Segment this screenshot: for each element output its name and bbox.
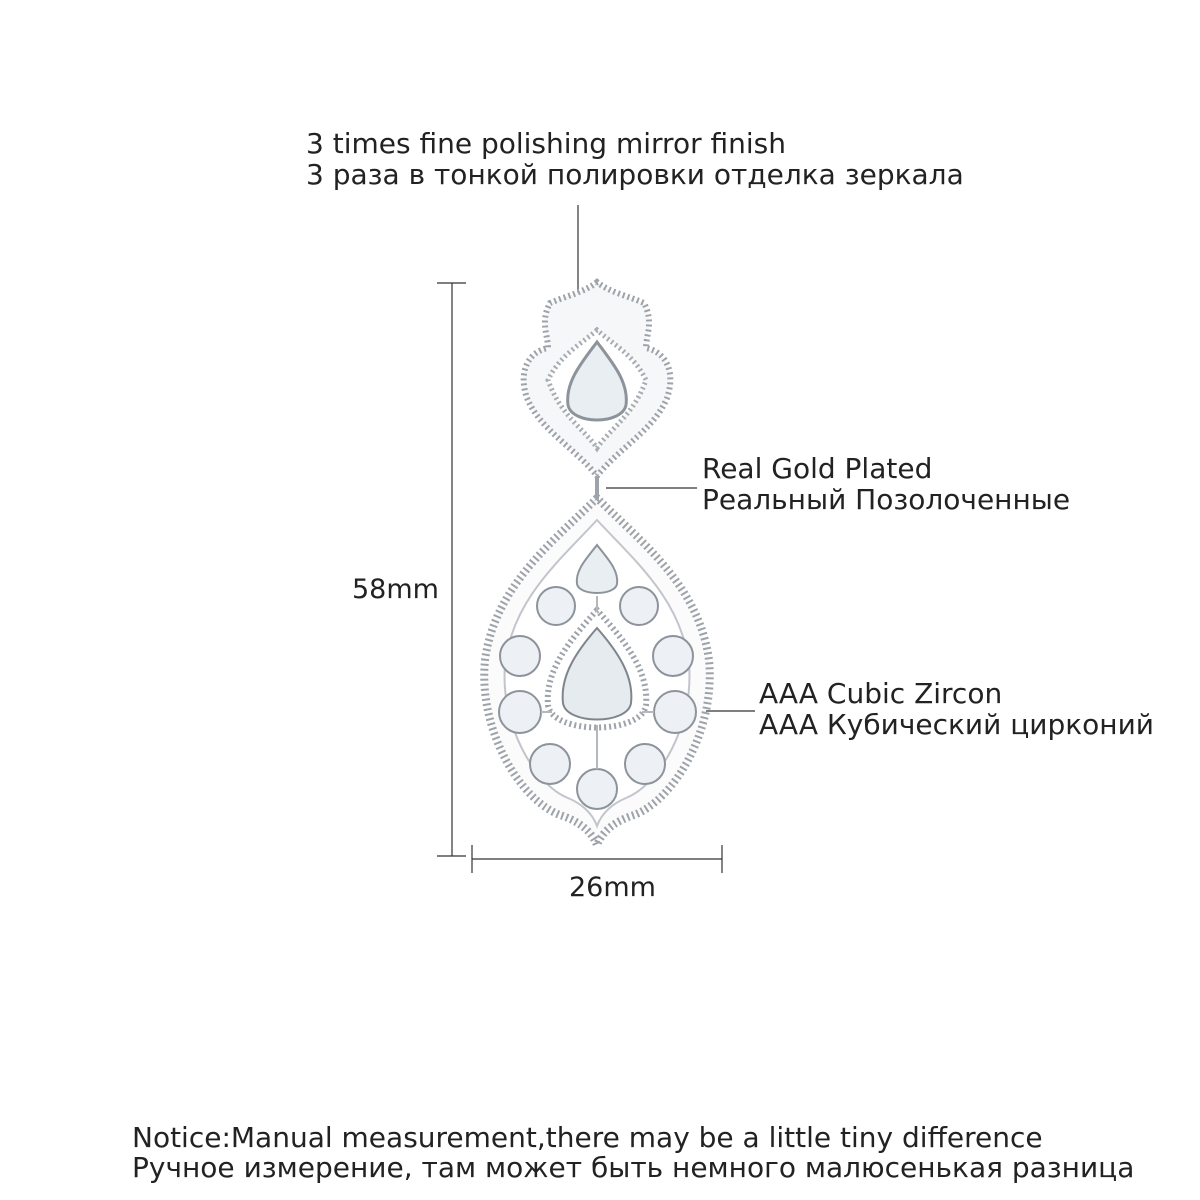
stone-callout xyxy=(759,678,1154,740)
stone-callout-ru: AAA Кубический цирконий xyxy=(759,708,1154,741)
stone-callout-en: AAA Cubic Zircon xyxy=(759,677,1003,710)
round-stone xyxy=(530,744,570,784)
round-stone xyxy=(577,769,617,809)
round-stone xyxy=(500,636,540,676)
round-stone xyxy=(654,691,696,733)
finish-callout xyxy=(306,128,964,190)
finish-callout-en: 3 times fine polishing mirror finish xyxy=(306,127,786,160)
round-stone xyxy=(653,636,693,676)
finish-callout-ru: 3 раза в тонкой полировки отделка зеркала xyxy=(306,158,964,191)
measurement-notice xyxy=(132,1123,1134,1183)
round-stone xyxy=(620,587,658,625)
earring-top xyxy=(524,282,671,500)
earring-drop xyxy=(484,498,710,845)
height-dimension-label: 58mm xyxy=(352,574,439,605)
round-stone xyxy=(625,744,665,784)
width-dimension-label: 26mm xyxy=(569,872,656,903)
plating-callout-ru: Реальный Позолоченные xyxy=(702,483,1071,516)
round-stone xyxy=(499,691,541,733)
plating-callout-en: Real Gold Plated xyxy=(702,452,933,485)
round-stone xyxy=(537,587,575,625)
plating-callout xyxy=(702,453,1070,515)
notice-ru: Ручное измерение, там может быть немного малюсенькая разница xyxy=(132,1151,1135,1184)
notice-en: Notice:Manual measurement,there may be a little tiny difference xyxy=(132,1121,1043,1154)
